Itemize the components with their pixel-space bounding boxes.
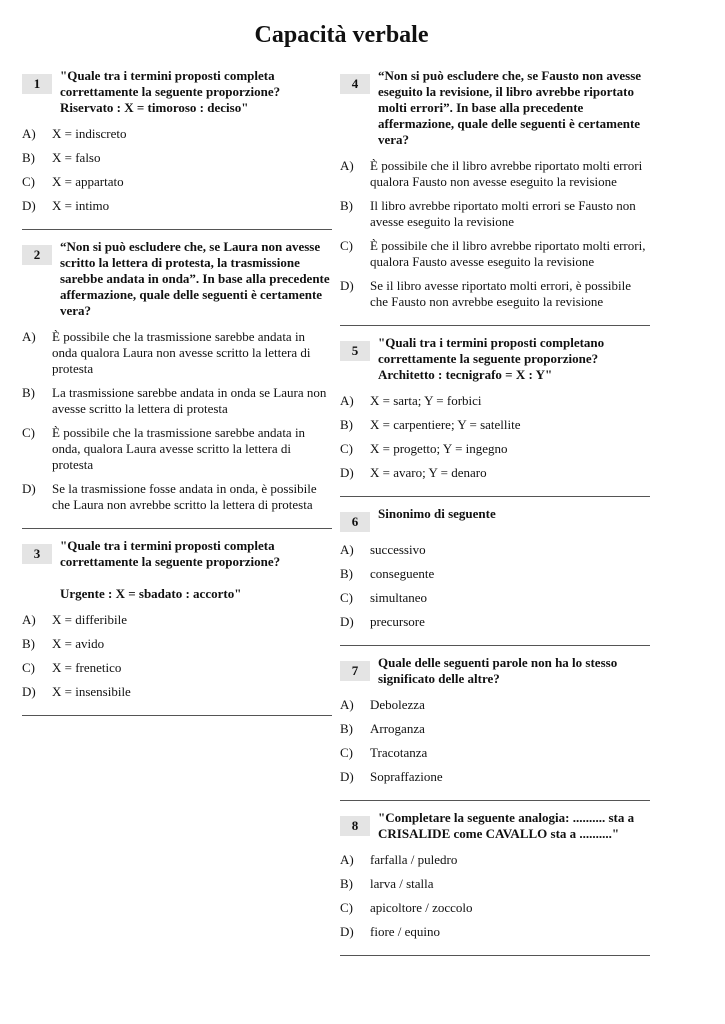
question-block bbox=[22, 68, 332, 230]
option-text: Sopraffazione bbox=[370, 769, 443, 784]
right-column bbox=[340, 64, 650, 965]
option-text: È possibile che il libro avrebbe riportato molti errori, qualora Fausto avesse eseguito la revisione bbox=[370, 238, 646, 269]
option-label: D) bbox=[340, 614, 354, 629]
option-label: C) bbox=[340, 441, 353, 456]
question-block bbox=[340, 68, 650, 326]
option-label: B) bbox=[340, 876, 353, 891]
option-text: X = appartato bbox=[52, 174, 124, 189]
question-block bbox=[340, 655, 650, 801]
answer-option bbox=[340, 198, 650, 230]
question-text: Quale delle seguenti parole non ha lo stesso significato delle altre? bbox=[378, 655, 618, 686]
option-label: B) bbox=[22, 636, 35, 651]
option-label: A) bbox=[340, 158, 354, 173]
option-text: Debolezza bbox=[370, 697, 425, 712]
question-text: “Non si può escludere che, se Laura non avesse scritto la lettera di protesta, la trasmissione sarebbe andata in onda”. In base alla precedente affermazione, quale delle seguenti è certamente vera? bbox=[60, 239, 330, 318]
question-number: 4 bbox=[340, 74, 370, 94]
answer-option bbox=[22, 329, 332, 377]
option-label: C) bbox=[340, 238, 353, 253]
option-text: conseguente bbox=[370, 566, 435, 581]
answer-option bbox=[340, 876, 650, 892]
left-column bbox=[22, 64, 332, 725]
answer-option bbox=[22, 612, 332, 628]
option-text: X = carpentiere; Y = satellite bbox=[370, 417, 521, 432]
answer-option bbox=[22, 425, 332, 473]
question-block bbox=[340, 810, 650, 956]
option-text: X = sarta; Y = forbici bbox=[370, 393, 482, 408]
question-number: 2 bbox=[22, 245, 52, 265]
option-text: X = insensibile bbox=[52, 684, 131, 699]
answer-option bbox=[22, 481, 332, 513]
option-label: A) bbox=[22, 329, 36, 344]
option-label: D) bbox=[340, 769, 354, 784]
option-text: È possibile che la trasmissione sarebbe andata in onda qualora Laura non avesse scritto la lettera di protesta bbox=[52, 329, 311, 376]
option-label: C) bbox=[22, 425, 35, 440]
question-text: "Quali tra i termini proposti completano correttamente la seguente proporzione?Architetto : tecnigrafo = X : Y" bbox=[378, 335, 605, 382]
option-label: D) bbox=[340, 278, 354, 293]
question-number: 1 bbox=[22, 74, 52, 94]
option-text: X = differibile bbox=[52, 612, 127, 627]
question-number: 6 bbox=[340, 512, 370, 532]
answer-option bbox=[340, 769, 650, 785]
answer-option bbox=[22, 684, 332, 700]
option-label: B) bbox=[22, 385, 35, 400]
option-text: X = falso bbox=[52, 150, 101, 165]
answer-option bbox=[340, 441, 650, 457]
answer-option bbox=[22, 174, 332, 190]
question-block bbox=[22, 538, 332, 716]
answer-option bbox=[22, 126, 332, 142]
question-number: 7 bbox=[340, 661, 370, 681]
option-text: simultaneo bbox=[370, 590, 428, 605]
option-label: A) bbox=[340, 393, 354, 408]
option-text: Il libro avrebbe riportato molti errori se Fausto non avesse eseguito la revisione bbox=[370, 198, 636, 229]
answer-option bbox=[340, 465, 650, 481]
option-text: Se la trasmissione fosse andata in onda, è possibile che Laura non avrebbe scritto la lettera di protesta bbox=[52, 481, 317, 512]
answer-option bbox=[340, 417, 650, 433]
option-text: X = avido bbox=[52, 636, 105, 651]
option-text: La trasmissione sarebbe andata in onda se Laura non avesse scritto la lettera di protesta bbox=[52, 385, 327, 416]
option-label: D) bbox=[22, 684, 36, 699]
option-text: apicoltore / zoccolo bbox=[370, 900, 473, 915]
option-label: B) bbox=[340, 566, 353, 581]
answer-option bbox=[340, 721, 650, 737]
question-block bbox=[22, 239, 332, 529]
option-text: farfalla / puledro bbox=[370, 852, 458, 867]
option-label: D) bbox=[22, 198, 36, 213]
option-label: C) bbox=[340, 745, 353, 760]
answer-option bbox=[22, 150, 332, 166]
option-label: C) bbox=[340, 900, 353, 915]
question-block bbox=[340, 506, 650, 646]
answer-option bbox=[340, 900, 650, 916]
answer-option bbox=[22, 660, 332, 676]
answer-option bbox=[340, 745, 650, 761]
option-text: X = avaro; Y = denaro bbox=[370, 465, 487, 480]
option-text: X = progetto; Y = ingegno bbox=[370, 441, 508, 456]
option-label: A) bbox=[340, 697, 354, 712]
option-label: D) bbox=[340, 924, 354, 939]
question-text: “Non si può escludere che, se Fausto non avesse eseguito la revisione, il libro avrebbe riportato molti errori”. In base alla precedente affermazione, quale delle seguenti è certamente vera? bbox=[378, 68, 642, 147]
option-label: C) bbox=[22, 660, 35, 675]
question-text: "Quale tra i termini proposti completa correttamente la seguente proporzione?Riservato : X = timoroso : deciso" bbox=[60, 68, 281, 115]
option-text: successivo bbox=[370, 542, 426, 557]
answer-option bbox=[22, 198, 332, 214]
option-label: D) bbox=[22, 481, 36, 496]
option-text: Se il libro avesse riportato molti errori, è possibile che Fausto non avrebbe eseguito la revisione bbox=[370, 278, 632, 309]
option-text: X = intimo bbox=[52, 198, 110, 213]
option-label: B) bbox=[340, 198, 353, 213]
answer-option bbox=[340, 590, 650, 606]
question-number: 5 bbox=[340, 341, 370, 361]
option-label: A) bbox=[22, 612, 36, 627]
answer-option bbox=[340, 614, 650, 630]
question-text: Sinonimo di seguente bbox=[378, 506, 496, 521]
option-text: larva / stalla bbox=[370, 876, 434, 891]
page-title: Capacità verbale bbox=[254, 22, 429, 48]
question-text: "Quale tra i termini proposti completa correttamente la seguente proporzione? Urgente : X = sbadato : accorto" bbox=[60, 538, 281, 601]
answer-option bbox=[340, 697, 650, 713]
answer-option bbox=[340, 566, 650, 582]
option-label: A) bbox=[340, 852, 354, 867]
option-label: B) bbox=[340, 721, 353, 736]
option-label: A) bbox=[340, 542, 354, 557]
question-block bbox=[340, 335, 650, 497]
answer-option bbox=[340, 238, 650, 270]
answer-option bbox=[340, 542, 650, 558]
answer-option bbox=[22, 385, 332, 417]
question-number: 8 bbox=[340, 816, 370, 836]
question-text: "Completare la seguente analogia: .......... sta a CRISALIDE come CAVALLO sta a .........." bbox=[378, 810, 635, 841]
answer-option bbox=[340, 924, 650, 940]
question-number: 3 bbox=[22, 544, 52, 564]
answer-option bbox=[340, 393, 650, 409]
option-text: X = frenetico bbox=[52, 660, 122, 675]
option-label: C) bbox=[22, 174, 35, 189]
answer-option bbox=[340, 278, 650, 310]
option-label: B) bbox=[22, 150, 35, 165]
answer-option bbox=[22, 636, 332, 652]
answer-option bbox=[340, 158, 650, 190]
option-label: B) bbox=[340, 417, 353, 432]
option-label: A) bbox=[22, 126, 36, 141]
option-label: C) bbox=[340, 590, 353, 605]
option-text: È possibile che la trasmissione sarebbe andata in onda, qualora Laura avesse scritto la lettera di protesta bbox=[52, 425, 306, 472]
option-text: precursore bbox=[370, 614, 425, 629]
answer-option bbox=[340, 852, 650, 868]
option-text: Tracotanza bbox=[370, 745, 428, 760]
option-text: È possibile che il libro avrebbe riportato molti errori qualora Fausto non avesse eseguito la revisione bbox=[370, 158, 643, 189]
option-label: D) bbox=[340, 465, 354, 480]
option-text: X = indiscreto bbox=[52, 126, 127, 141]
option-text: Arroganza bbox=[370, 721, 425, 736]
option-text: fiore / equino bbox=[370, 924, 441, 939]
